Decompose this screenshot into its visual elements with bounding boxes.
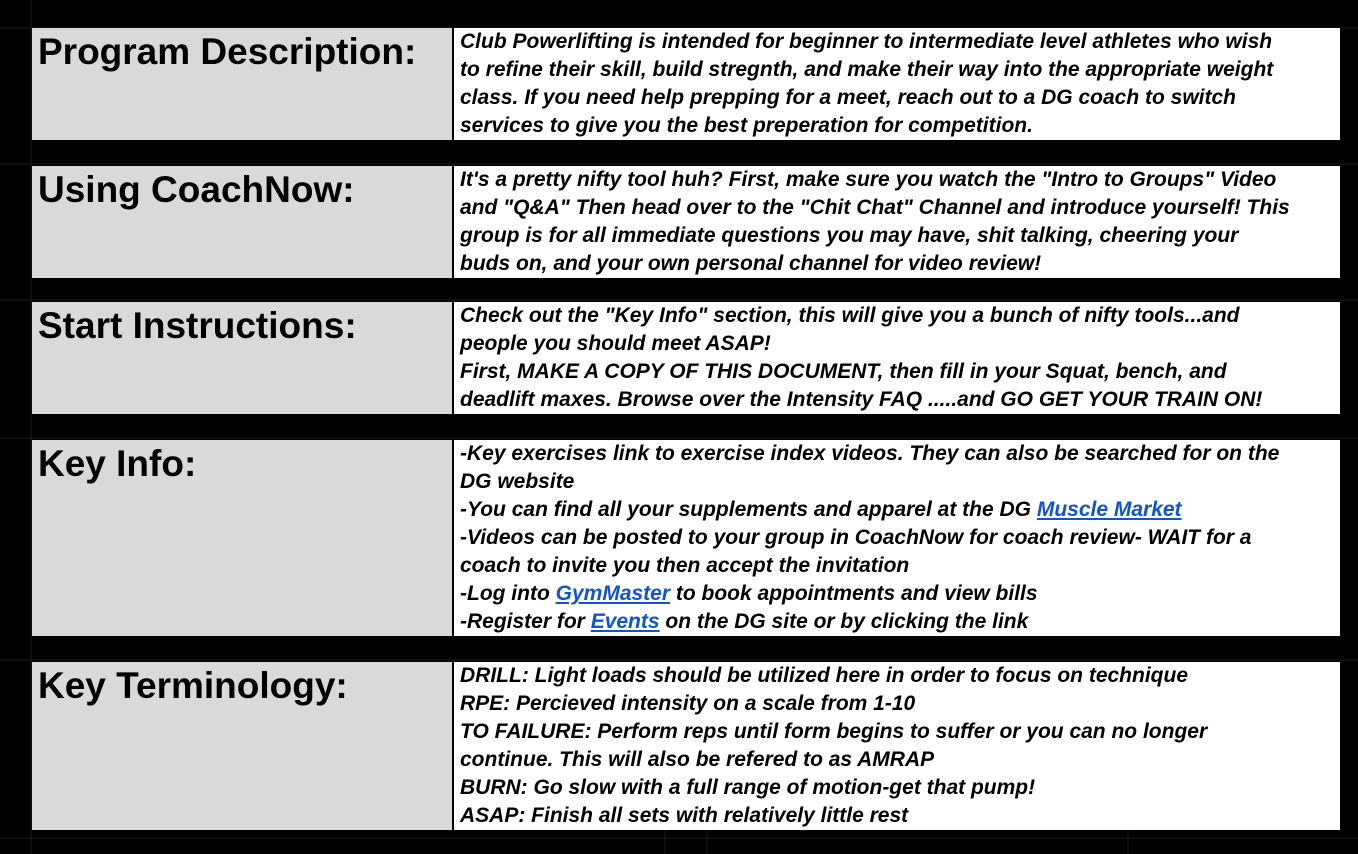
key-terminology-row xyxy=(32,662,1340,830)
text-line: buds on, and your own personal channel for video review! xyxy=(460,252,1042,275)
key-terminology-label: Key Terminology: xyxy=(32,662,452,830)
text-line: DG website xyxy=(460,470,575,493)
text-line: TO FAILURE: Perform reps until form begins to suffer or you can no longer xyxy=(460,720,1208,743)
text-line: It's a pretty nifty tool huh? First, make sure you watch the "Intro to Groups" Video xyxy=(460,168,1277,191)
text-line: First, MAKE A COPY OF THIS DOCUMENT, then fill in your Squat, bench, and xyxy=(460,360,1227,383)
start-instructions-label: Start Instructions: xyxy=(32,302,452,414)
program-description-row xyxy=(32,28,1340,140)
muscle-market-link[interactable]: Muscle Market xyxy=(1036,498,1182,521)
text-fragment: to book appointments and view bills xyxy=(670,582,1038,605)
text-line: continue. This will also be refered to as AMRAP xyxy=(460,748,935,771)
text-line: services to give you the best preperation for competition. xyxy=(460,114,1033,137)
text-line: to refine their skill, build stregnth, and make their way into the appropriate weight xyxy=(460,58,1274,81)
key-info-text xyxy=(454,440,1340,636)
events-link[interactable]: Events xyxy=(590,610,660,633)
text-line xyxy=(460,496,1340,524)
text-line: people you should meet ASAP! xyxy=(460,332,771,355)
gymmaster-link[interactable]: GymMaster xyxy=(555,582,671,605)
text-fragment: -You can find all your supplements and apparel at the DG xyxy=(460,498,1037,521)
text-line xyxy=(460,608,1340,636)
text-line: Club Powerlifting is intended for beginner to intermediate level athletes who wish xyxy=(460,30,1273,53)
text-line: Check out the "Key Info" section, this will give you a bunch of nifty tools...and xyxy=(460,304,1240,327)
text-line: class. If you need help prepping for a meet, reach out to a DG coach to switch xyxy=(460,86,1236,109)
key-info-row xyxy=(32,440,1340,636)
key-info-label: Key Info: xyxy=(32,440,452,636)
text-fragment: on the DG site or by clicking the link xyxy=(659,610,1029,633)
start-instructions-text xyxy=(454,302,1340,414)
start-instructions-row xyxy=(32,302,1340,414)
text-line: -Key exercises link to exercise index videos. They can also be searched for on the xyxy=(460,442,1280,465)
text-line: RPE: Percieved intensity on a scale from 1-10 xyxy=(460,692,916,715)
text-line xyxy=(460,580,1340,608)
program-description-label: Program Description: xyxy=(32,28,452,140)
text-line: DRILL: Light loads should be utilized here in order to focus on technique xyxy=(460,664,1189,687)
using-coachnow-label: Using CoachNow: xyxy=(32,166,452,278)
text-line: BURN: Go slow with a full range of motion-get that pump! xyxy=(460,776,1036,799)
text-fragment: -Log into xyxy=(460,582,556,605)
text-line: deadlift maxes. Browse over the Intensity FAQ .....and GO GET YOUR TRAIN ON! xyxy=(460,388,1263,411)
text-line: group is for all immediate questions you may have, shit talking, cheering your xyxy=(460,224,1239,247)
key-terminology-text xyxy=(454,662,1340,830)
program-description-text xyxy=(454,28,1340,140)
text-line: ASAP: Finish all sets with relatively little rest xyxy=(460,804,909,827)
text-line: coach to invite you then accept the invitation xyxy=(460,554,910,577)
text-line: and "Q&A" Then head over to the "Chit Chat" Channel and introduce yourself! This xyxy=(460,196,1290,219)
text-fragment: -Register for xyxy=(460,610,591,633)
using-coachnow-row xyxy=(32,166,1340,278)
text-line: -Videos can be posted to your group in CoachNow for coach review- WAIT for a xyxy=(460,526,1252,549)
using-coachnow-text xyxy=(454,166,1340,278)
